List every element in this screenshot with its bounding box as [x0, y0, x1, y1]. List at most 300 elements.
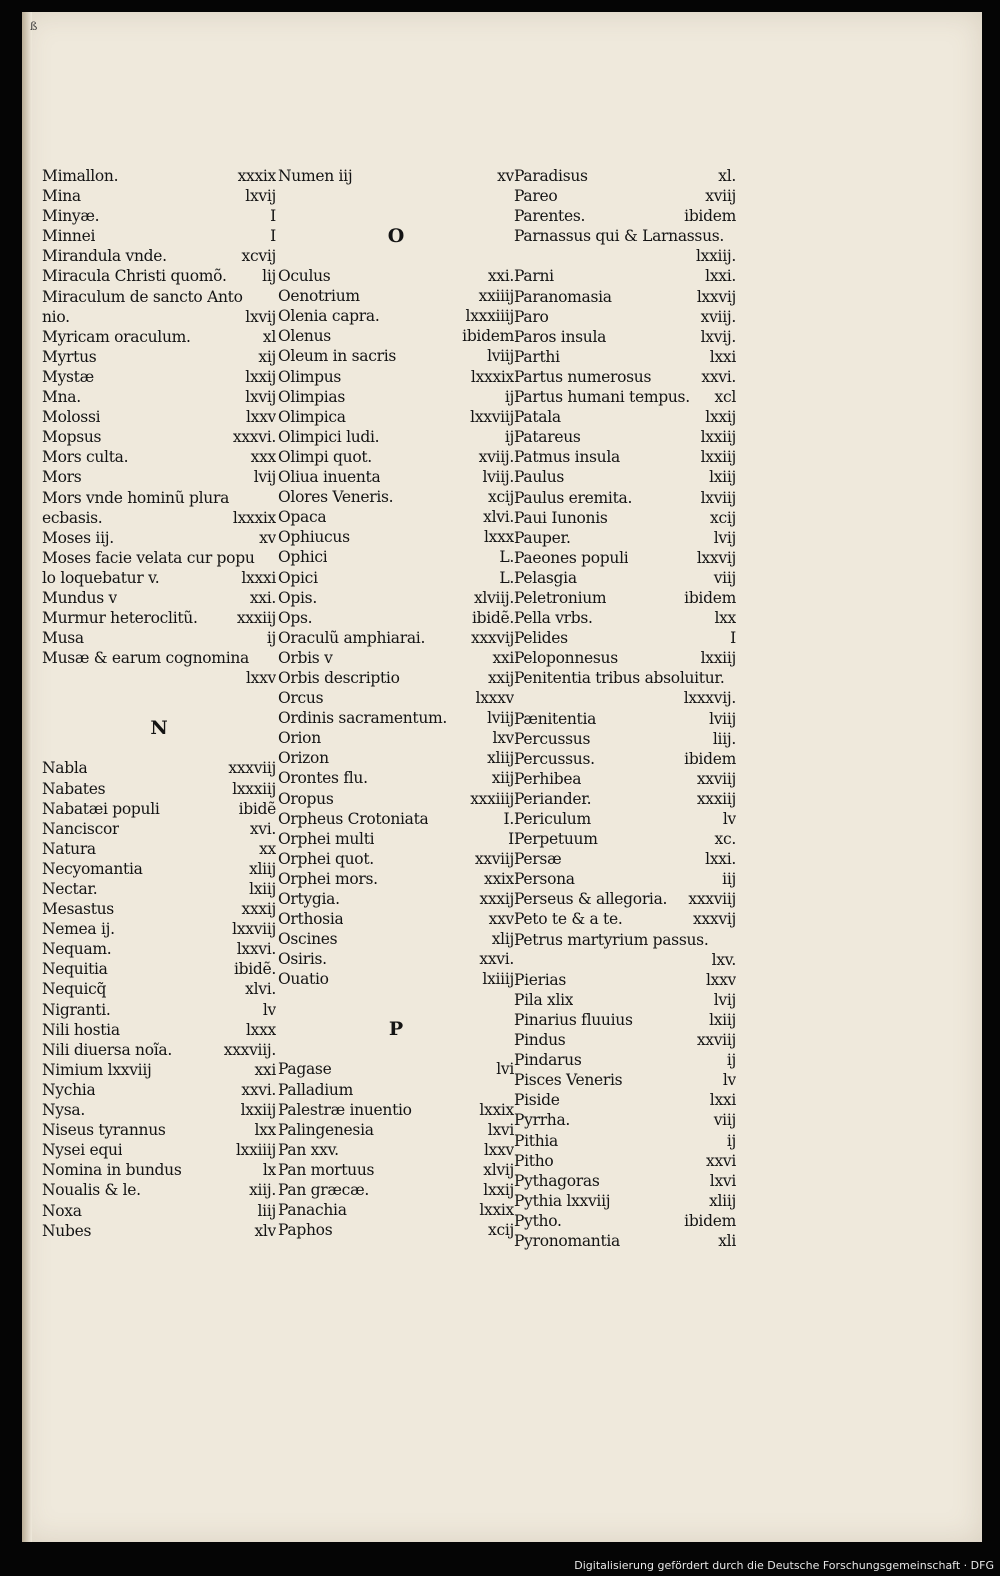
entry-term: Nigranti. — [42, 1000, 111, 1019]
index-entry — [42, 307, 276, 327]
index-entry — [42, 608, 276, 628]
index-entry — [278, 547, 514, 567]
entry-ref: lxxvij — [696, 287, 736, 306]
index-entry — [278, 166, 514, 186]
entry-ref: ibidẽ. — [233, 960, 276, 979]
entry-ref: ibidem — [684, 749, 736, 768]
index-entry — [514, 266, 736, 286]
entry-ref: xlij — [491, 930, 514, 949]
entry-term: Pindus — [514, 1031, 566, 1050]
index-entry — [514, 226, 736, 246]
index-entry — [42, 1221, 276, 1241]
index-entry — [278, 789, 514, 809]
entry-ref: xxxviij — [228, 759, 276, 778]
entry-term: Paranomasia — [514, 287, 612, 306]
index-entry — [42, 939, 276, 959]
index-entry — [514, 749, 736, 769]
entry-ref: lxxxi — [241, 568, 276, 587]
entry-term: Pænitentia — [514, 709, 597, 728]
entry-term: Paui Iunonis — [514, 508, 608, 527]
entry-term: Mina — [42, 187, 81, 206]
index-entry — [514, 246, 736, 266]
entry-term: Murmur heteroclitũ. — [42, 609, 198, 628]
index-entry — [42, 919, 276, 939]
entry-term: Nequicq̃ — [42, 980, 107, 999]
entry-term: Pitho — [514, 1151, 554, 1170]
entry-term: Pierias — [514, 970, 567, 989]
entry-ref: lxvij — [245, 187, 276, 206]
entry-ref: lxv. — [711, 950, 736, 969]
index-entry — [514, 568, 736, 588]
entry-term: Orcus — [278, 689, 324, 708]
entry-ref: xxi — [492, 648, 514, 667]
index-entry — [278, 306, 514, 326]
index-entry — [42, 467, 276, 487]
entry-ref: lviij — [487, 347, 514, 366]
entry-term: Percussus. — [514, 749, 595, 768]
entry-term: Mors vnde hominũ plura — [42, 488, 230, 507]
entry-ref: xxviij — [696, 769, 736, 788]
entry-ref: xlvi. — [245, 980, 276, 999]
entry-term: Parentes. — [514, 207, 586, 226]
entry-term: Ophici — [278, 548, 328, 567]
index-entry — [514, 387, 736, 407]
entry-term: Nimium lxxviij — [42, 1060, 152, 1079]
entry-ref: lv — [722, 1071, 736, 1090]
entry-ref: xviij. — [478, 447, 514, 466]
page-spine-shadow — [22, 12, 32, 1542]
index-entry — [278, 447, 514, 467]
entry-ref: xcij — [488, 1221, 514, 1240]
entry-term: Peto te & a te. — [514, 910, 623, 929]
entry-ref: xxxij — [479, 890, 514, 908]
entry-term: Minnei — [42, 227, 96, 246]
entry-ref: xxxvi. — [232, 428, 276, 447]
index-entry — [278, 628, 514, 648]
index-entry — [514, 407, 736, 427]
entry-term: Nomina in bundus — [42, 1161, 182, 1180]
entry-ref: lxxv — [706, 970, 736, 989]
entry-ref: lv — [722, 810, 736, 828]
entry-ref: ibidem — [684, 207, 736, 226]
entry-term: Numen iij — [278, 167, 353, 185]
entry-term: Pareo — [514, 187, 558, 206]
entry-ref: lxxij — [705, 408, 736, 427]
entry-term: Palladium — [278, 1080, 353, 1099]
index-entry — [514, 729, 736, 749]
entries-p — [278, 1059, 514, 1240]
entry-term: Opici — [278, 568, 318, 587]
entry-term: Mesastus — [42, 900, 114, 919]
index-entry — [42, 1080, 276, 1100]
entry-ref: xxi — [254, 1060, 276, 1079]
index-entry — [514, 1030, 736, 1050]
index-entry — [278, 969, 514, 989]
entry-term: Pelides — [514, 629, 568, 648]
index-entry — [514, 166, 736, 186]
entry-term: Piside — [514, 1091, 560, 1110]
entry-ref: xl. — [718, 167, 736, 185]
index-entry — [42, 899, 276, 919]
index-entry — [514, 709, 736, 729]
entry-ref: xxvi. — [241, 1080, 276, 1099]
entry-term: Petrus martyrium passus. — [514, 930, 709, 949]
entry-ref: ij — [504, 387, 514, 406]
index-entry — [278, 1160, 514, 1180]
entry-ref: viij — [713, 1111, 736, 1130]
entry-ref: lxxviij — [232, 920, 276, 939]
entry-term: Paros insula — [514, 327, 607, 346]
digitization-credit: Digitalisierung gefördert durch die Deutsche Forschungsgemeinschaft · DFG — [574, 1559, 994, 1572]
entry-term: Pan mortuus — [278, 1160, 375, 1179]
entry-term: Nabla — [42, 759, 88, 778]
entry-term: Nemea ij. — [42, 920, 115, 939]
entry-term: Pyrrha. — [514, 1111, 571, 1130]
index-entry — [514, 1171, 736, 1191]
index-entry — [514, 849, 736, 869]
index-entry — [278, 1180, 514, 1200]
entry-ref: ij — [726, 1051, 736, 1070]
entry-term: Orphei mors. — [278, 869, 378, 888]
entry-term: Paulus — [514, 468, 565, 487]
entry-term: Nequam. — [42, 940, 112, 959]
index-entry — [278, 286, 514, 306]
entry-term: Oleum in sacris — [278, 347, 397, 366]
entry-term: Pan xxv. — [278, 1140, 339, 1159]
entries-n — [42, 758, 276, 1240]
entry-ref: L. — [499, 548, 514, 567]
entry-term: Oenotrium — [278, 287, 360, 306]
index-entry — [42, 226, 276, 246]
entry-term: Mundus v — [42, 588, 117, 607]
entry-term: Noxa — [42, 1201, 82, 1220]
index-entry — [42, 979, 276, 999]
index-entry — [42, 246, 276, 266]
entry-term: Pyronomantia — [514, 1231, 620, 1250]
entry-ref: xiij — [491, 769, 514, 788]
entry-term: Paro — [514, 307, 549, 326]
entry-ref: ibidẽ — [238, 799, 276, 818]
entry-term: Pisces Veneris — [514, 1071, 623, 1090]
entries-p-cont — [514, 166, 736, 1251]
entry-ref: ibidem — [684, 1211, 736, 1230]
index-entry — [42, 1120, 276, 1140]
entry-term: Partus numerosus — [514, 367, 652, 386]
index-entry — [514, 427, 736, 447]
index-entry — [278, 728, 514, 748]
entry-term: Minyæ. — [42, 207, 100, 226]
entry-ref: xcvij — [241, 247, 276, 266]
index-entry — [278, 608, 514, 628]
entry-term: Percussus — [514, 729, 591, 748]
entry-ref: xlviij. — [473, 588, 514, 607]
entry-ref: xxxviij — [688, 890, 736, 909]
index-column-1 — [42, 166, 276, 1241]
entries-o — [278, 266, 514, 989]
index-entry — [278, 869, 514, 889]
entry-term: Olimpus — [278, 367, 342, 386]
entry-ref: lxxiij — [700, 448, 736, 467]
index-entry — [278, 929, 514, 949]
entry-term: Oculus — [278, 267, 331, 286]
entry-ref: xliij — [709, 1191, 736, 1210]
index-entry — [514, 950, 736, 970]
index-entry — [42, 488, 276, 508]
entry-term: Oliua inuenta — [278, 468, 381, 487]
entry-term: Palestræ inuentio — [278, 1100, 412, 1119]
index-entry — [514, 488, 736, 508]
index-entry — [514, 769, 736, 789]
entry-ref: ibidẽ. — [471, 608, 514, 627]
entry-term: Orion — [278, 729, 321, 748]
index-entry — [514, 508, 736, 528]
index-entry — [514, 829, 736, 849]
index-entry — [514, 528, 736, 548]
index-entry — [42, 839, 276, 859]
index-entry — [514, 930, 736, 950]
entry-ref: lxxxvij. — [683, 689, 736, 708]
index-entry — [278, 889, 514, 909]
entry-ref: xliij — [249, 859, 276, 878]
entry-term: Nili diuersa noĩa. — [42, 1040, 172, 1059]
section-letter-n: N — [150, 717, 168, 740]
index-entry — [42, 427, 276, 447]
entry-term: Ophiucus — [278, 528, 350, 547]
entry-ref: lxx — [714, 609, 736, 628]
entry-ref: xcij — [710, 508, 736, 527]
index-entry — [278, 367, 514, 387]
index-entry — [514, 628, 736, 648]
index-entry — [514, 327, 736, 347]
index-entry — [514, 809, 736, 829]
entry-ref: xviij. — [700, 307, 736, 326]
index-entry — [278, 949, 514, 969]
entry-ref: xlvij — [483, 1160, 514, 1179]
index-entry — [514, 1090, 736, 1110]
entry-term: Nysei equi — [42, 1141, 123, 1160]
index-entry — [278, 1120, 514, 1140]
index-entry — [514, 588, 736, 608]
index-entry — [514, 668, 736, 688]
index-entry — [514, 307, 736, 327]
entry-term: Paradisus — [514, 167, 588, 185]
entry-term: Oscines — [278, 930, 338, 949]
index-entry — [514, 990, 736, 1010]
index-entry — [278, 1220, 514, 1240]
entry-ref: ij — [504, 427, 514, 446]
index-entry — [42, 508, 276, 528]
index-entry — [278, 507, 514, 527]
entries-m — [42, 166, 276, 688]
index-entry — [42, 1100, 276, 1120]
index-entry — [42, 779, 276, 799]
entry-ref: xxvi. — [701, 367, 736, 386]
entry-term: Olores Veneris. — [278, 488, 394, 507]
index-entry — [514, 909, 736, 929]
entry-ref: lxx — [254, 1121, 276, 1140]
entry-term: Pythia lxxviij — [514, 1191, 611, 1210]
entry-term: Myricam oraculum. — [42, 327, 191, 346]
entry-ref: xxviij — [474, 849, 514, 868]
index-entry — [42, 327, 276, 347]
index-entry — [278, 1080, 514, 1100]
entry-ref: xv — [497, 167, 514, 185]
index-entry — [514, 789, 736, 809]
index-entry — [42, 1020, 276, 1040]
entry-term: Pauper. — [514, 528, 571, 547]
entry-ref: lxxiij — [700, 649, 736, 668]
index-entry — [278, 266, 514, 286]
index-entry — [42, 648, 276, 668]
entry-ref: lxiij — [249, 880, 276, 898]
entry-ref: I — [270, 227, 276, 246]
entry-term: Pythagoras — [514, 1171, 600, 1190]
index-entry — [278, 467, 514, 487]
entry-term: Nanciscor — [42, 819, 120, 838]
index-entry — [514, 970, 736, 990]
entry-term: Pindarus — [514, 1051, 582, 1070]
index-entry — [514, 1191, 736, 1211]
entry-term: Olimpica — [278, 407, 346, 426]
entry-term: Nabates — [42, 779, 106, 798]
index-entry — [42, 668, 276, 688]
section-letter-p: P — [388, 1018, 404, 1041]
entry-ref: xxxiiij — [470, 789, 514, 808]
entry-ref: lxvi — [709, 1171, 736, 1190]
entry-term: Persæ — [514, 850, 562, 869]
entry-term: Nectar. — [42, 880, 98, 898]
entry-ref: lviij — [709, 709, 736, 728]
entry-term: ecbasis. — [42, 508, 103, 527]
entry-term: Pila xlix — [514, 990, 574, 1009]
entry-term: Orontes flu. — [278, 769, 368, 788]
entry-term: Peloponnesus — [514, 649, 618, 668]
index-entry — [278, 1100, 514, 1120]
entry-ref: L. — [499, 568, 514, 587]
index-entry — [278, 849, 514, 869]
entry-ref: xxxiij — [696, 789, 736, 808]
entry-term: Pithia — [514, 1131, 558, 1150]
index-entry — [514, 1231, 736, 1251]
entry-ref: lxxx — [484, 528, 514, 547]
entry-ref: I — [508, 829, 514, 848]
entry-ref: lxxv — [484, 1140, 514, 1159]
entry-term: Ouatio — [278, 970, 329, 989]
index-entry — [42, 186, 276, 206]
entry-term: Olimpias — [278, 387, 345, 406]
entry-ref: xx — [259, 839, 276, 858]
entry-ref: ibidem — [462, 327, 514, 346]
entry-term: Periculum — [514, 810, 591, 828]
index-column-3 — [514, 166, 736, 1251]
entry-term: Mystæ — [42, 367, 94, 386]
entry-ref: xv — [259, 528, 276, 547]
index-entry — [42, 1040, 276, 1060]
index-entry — [42, 528, 276, 548]
entry-term: Orphei multi — [278, 829, 375, 848]
index-entry — [278, 487, 514, 507]
index-entry — [278, 1200, 514, 1220]
entry-term: Moses facie velata cur popu — [42, 548, 255, 567]
entry-ref: xiij. — [249, 1181, 276, 1200]
index-entry — [514, 889, 736, 909]
index-entry — [42, 387, 276, 407]
index-entry — [514, 608, 736, 628]
entry-ref: lviij — [487, 709, 514, 728]
entry-term: Parthi — [514, 347, 560, 366]
entry-term: Partus humani tempus. — [514, 388, 690, 407]
index-entry — [278, 1140, 514, 1160]
entry-term: lo loquebatur v. — [42, 568, 160, 587]
entry-term: Pytho. — [514, 1211, 562, 1230]
entry-term: Niseus tyrannus — [42, 1121, 166, 1140]
entry-term: Miracula Christi quomõ. — [42, 267, 227, 286]
entry-term: Parni — [514, 267, 554, 286]
entry-ref: xlvi. — [483, 508, 514, 527]
entry-term: Ordinis sacramentum. — [278, 709, 448, 728]
entry-term: Mopsus — [42, 428, 102, 447]
entry-ref: lxxx — [246, 1020, 276, 1039]
entry-ref: lxv — [492, 729, 514, 748]
index-entry — [278, 829, 514, 849]
entry-term: Molossi — [42, 408, 101, 427]
entry-term: Oropus — [278, 789, 334, 808]
entry-ref: xcl — [714, 388, 736, 407]
entry-term: Orizon — [278, 749, 329, 768]
entry-term: nio. — [42, 307, 70, 326]
entry-term: Pan græcæ. — [278, 1181, 369, 1200]
entry-ref: xij — [258, 347, 276, 366]
entry-ref: lxxij — [245, 367, 276, 386]
entry-term: Mors — [42, 468, 82, 487]
entry-term: Pelasgia — [514, 568, 577, 587]
entry-term: Mirandula vnde. — [42, 247, 167, 266]
index-entry — [514, 688, 736, 708]
index-entry — [278, 708, 514, 728]
entry-ref: liij — [257, 1201, 276, 1220]
entry-term: Penitentia tribus absoluitur. — [514, 669, 725, 688]
index-entry — [278, 568, 514, 588]
entry-term: Panachia — [278, 1201, 347, 1220]
index-entry — [514, 186, 736, 206]
entry-ref: lvij — [253, 468, 276, 487]
index-entry — [278, 768, 514, 788]
index-entry — [42, 628, 276, 648]
entry-term: Mimallon. — [42, 167, 119, 185]
index-entry — [514, 1070, 736, 1090]
index-entry — [42, 548, 276, 568]
entry-term: Orphei quot. — [278, 849, 374, 868]
entry-term: Olenus — [278, 327, 331, 346]
section-letter-o: O — [387, 225, 405, 248]
index-entry — [514, 869, 736, 889]
entry-ref: xviij — [705, 187, 736, 206]
entry-ref: I — [270, 207, 276, 226]
entry-ref: ij — [726, 1131, 736, 1150]
index-entry — [42, 1140, 276, 1160]
entry-term: Myrtus — [42, 347, 97, 366]
entry-ref: xvi. — [249, 819, 276, 838]
index-entry — [514, 467, 736, 487]
entry-term: Osiris. — [278, 950, 327, 969]
entry-ref: ij — [266, 629, 276, 648]
index-entry — [278, 688, 514, 708]
entry-term: Pella vrbs. — [514, 609, 593, 628]
entry-term: Orthosia — [278, 910, 344, 929]
entry-term: Pagase — [278, 1060, 332, 1079]
index-entry — [514, 1151, 736, 1171]
entry-ref: lxxv — [246, 408, 276, 427]
